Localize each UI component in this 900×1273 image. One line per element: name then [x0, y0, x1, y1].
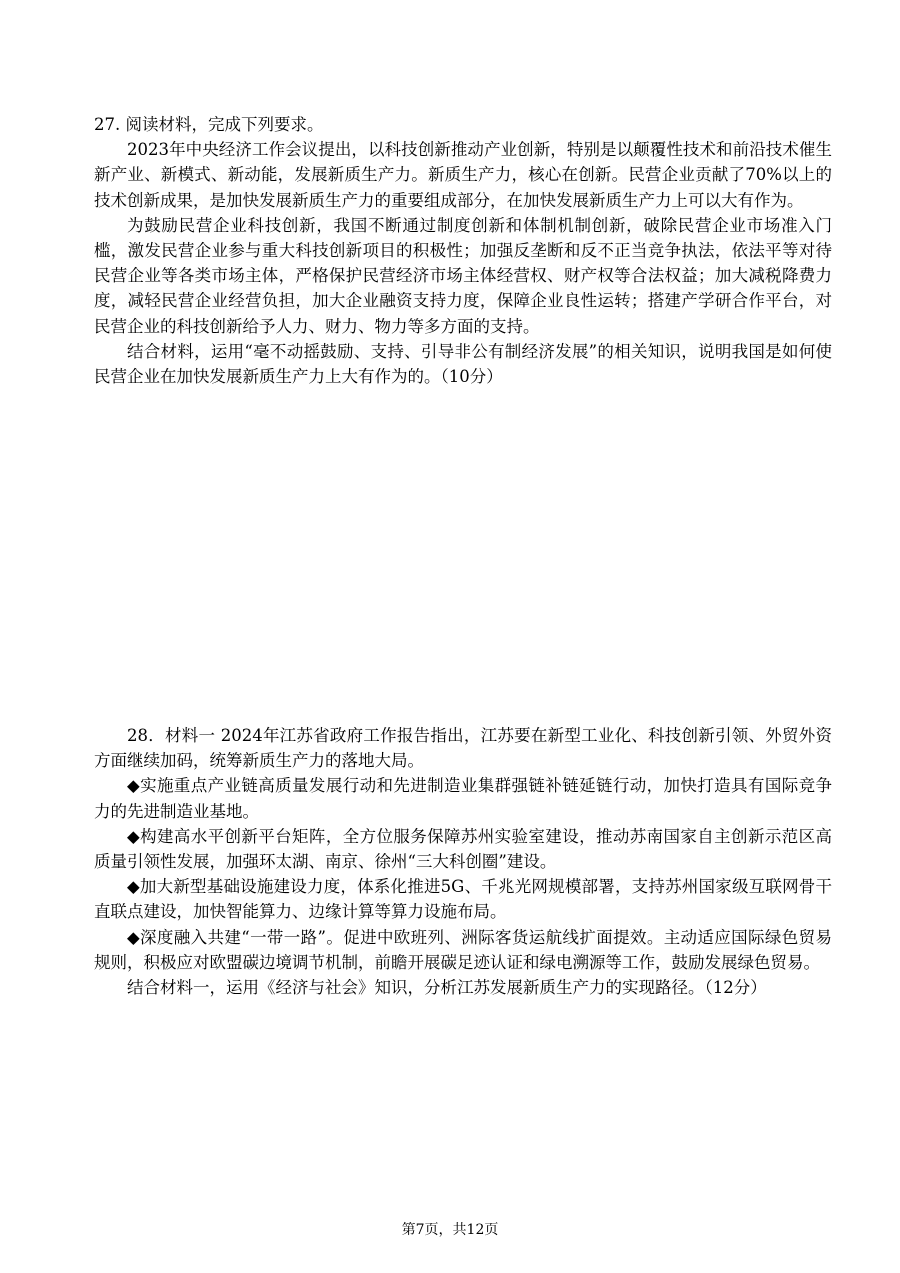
question-28-intro: 28．材料一 2024年江苏省政府工作报告指出，江苏要在新型工业化、科技创新引领、外贸外资方面继续加码，统筹新质生产力的落地大局。 [94, 726, 832, 771]
material-paragraph: 为鼓励民营企业科技创新，我国不断通过制度创新和体制机制创新，破除民营企业市场准入门槛，激发民营企业参与重大科技创新项目的积极性；加强反垄断和反不正当竞争执法，依法平等对待民营企业等各类市场主体，严格保护民营经济市场主体经营权、财产权等合法权益；加大减税降费力度，减轻民营企业经营负担，加大企业融资支持力度，保障企业良性运转；搭建产学研合作平台，对民营企业的科技创新给予人力、财力、物力等多方面的支持。 [94, 215, 832, 336]
material-bullet: ◆深度融入共建“一带一路”。促进中欧班列、洲际客货运航线扩面提效。主动适应国际绿色贸易规则，积极应对欧盟碳边境调节机制，前瞻开展碳足迹认证和绿电溯源等工作，鼓励发展绿色贸易。 [94, 927, 832, 972]
page-number: 第7页，共12页 [401, 1222, 499, 1238]
material-bullet: ◆构建高水平创新平台矩阵，全方位服务保障苏州实验室建设，推动苏南国家自主创新示范区高质量引领性发展，加强环太湖、南京、徐州“三大科创圈”建设。 [94, 826, 832, 872]
question-28-prompt: 结合材料一，运用《经济与社会》知识，分析江苏发展新质生产力的实现路径。（12分） [127, 978, 767, 998]
material-bullet: ◆加大新型基础设施建设力度，体系化推进5G、千兆光网规模部署，支持苏州国家级互联网骨干直联点建设，加快智能算力、边缘计算等算力设施布局。 [94, 877, 832, 922]
question-27 [94, 112, 832, 389]
material-paragraph: 2023年中央经济工作会议提出，以科技创新推动产业创新，特别是以颠覆性技术和前沿技术催生新产业、新模式、新动能，发展新质生产力。新质生产力，核心在创新。民营企业贡献了70%以上的技术创新成果，是加快发展新质生产力的重要组成部分，在加快发展新质生产力上可以大有作为。 [94, 140, 832, 210]
question-27-prompt: 结合材料，运用“毫不动摇鼓励、支持、引导非公有制经济发展”的相关知识，说明我国是如何使民营企业在加快发展新质生产力上大有作为的。（10分） [94, 341, 832, 387]
question-27-heading: 27. 阅读材料，完成下列要求。 [94, 115, 324, 134]
material-bullet: ◆实施重点产业链高质量发展行动和先进制造业集群强链补链延链行动，加快打造具有国际竞争力的先进制造业基地。 [94, 776, 832, 821]
question-28 [94, 723, 832, 1000]
